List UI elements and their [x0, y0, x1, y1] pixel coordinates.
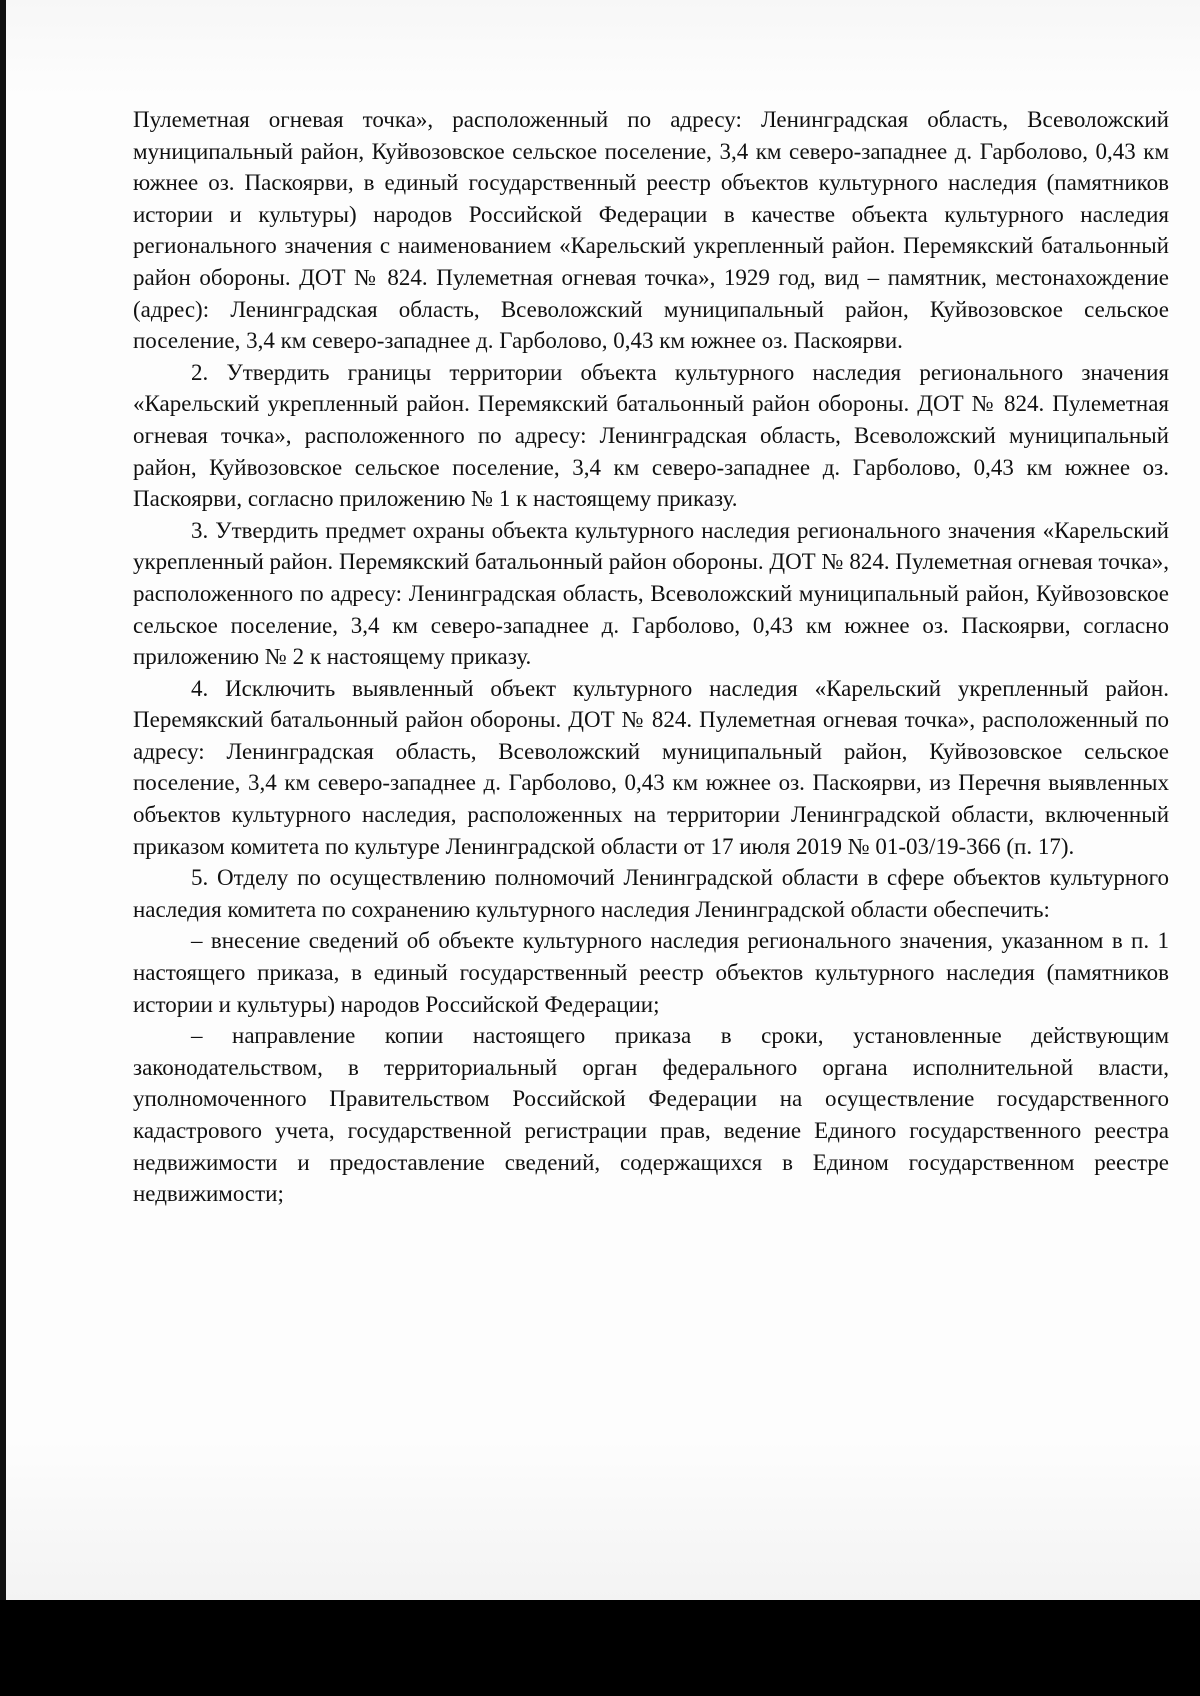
- scan-left-edge: [0, 0, 6, 1696]
- document-body: [133, 104, 1169, 1210]
- list-item-register-entry: – внесение сведений об объекте культурного наследия регионального значения, указанном в п. 1 настоящего приказа, в единый государственный реестр объектов культурного наследия (памятников истории и культуры) народов Российской Федерации;: [133, 928, 1169, 1017]
- list-item-copy-dispatch: – направление копии настоящего приказа в сроки, установленные действующим законодательством, в территориальный орган федерального органа исполнительной власти, уполномоченного Правительством Российской Федерации на осуществление государственного кадастрового учета, государственной регистрации прав, ведение Единого государственного реестра недвижимости и предоставление сведений, содержащихся в Едином государственном реестре недвижимости;: [133, 1023, 1169, 1207]
- paragraph-item-3-protection-subject: 3. Утвердить предмет охраны объекта культурного наследия регионального значения «Карельский укрепленный район. Перемякский батальонный район обороны. ДОТ № 824. Пулеметная огневая точка», расположенного по адресу: Ленинградская область, Всеволожский муниципальный район, Куйвозовское сельское поселение, 3,4 км северо-западнее д. Гарболово, 0,43 км южнее оз. Паскоярви, согласно приложению № 2 к настоящему приказу.: [133, 517, 1169, 670]
- scan-bottom-border: [0, 1600, 1200, 1696]
- paragraph-item-4-exclusion: 4. Исключить выявленный объект культурного наследия «Карельский укрепленный район. Перемякский батальонный район обороны. ДОТ № 824. Пулеметная огневая точка», расположенный по адресу: Ленинградская область, Всеволожский муниципальный район, Куйвозовское сельское поселение, 3,4 км северо-западнее д. Гарболово, 0,43 км южнее оз. Паскоярви, из Перечня выявленных объектов культурного наследия, расположенных на территории Ленинградской области, включенный приказом комитета по культуре Ленинградской области от 17 июля 2019 № 01-03/19-366 (п. 17).: [133, 675, 1169, 859]
- paragraph-item-2-territory-borders: 2. Утвердить границы территории объекта культурного наследия регионального значения «Карельский укрепленный район. Перемякский батальонный район обороны. ДОТ № 824. Пулеметная огневая точка», расположенного по адресу: Ленинградская область, Всеволожский муниципальный район, Куйвозовское сельское поселение, 3,4 км северо-западнее д. Гарболово, 0,43 км южнее оз. Паскоярви, согласно приложению № 1 к настоящему приказу.: [133, 359, 1169, 512]
- paragraph-item-5-department-tasks: 5. Отделу по осуществлению полномочий Ленинградской области в сфере объектов культурного наследия комитета по сохранению культурного наследия Ленинградской области обеспечить:: [133, 865, 1169, 922]
- paragraph-continuation-item-1: Пулеметная огневая точка», расположенный по адресу: Ленинградская область, Всеволожский муниципальный район, Куйвозовское сельское поселение, 3,4 км северо-западнее д. Гарболово, 0,43 км южнее оз. Паскоярви, в единый государственный реестр объектов культурного наследия (памятников истории и культуры) народов Российской Федерации в качестве объекта культурного наследия регионального значения с наименованием «Карельский укрепленный район. Перемякский батальонный район обороны. ДОТ № 824. Пулеметная огневая точка», 1929 год, вид – памятник, местонахождение (адрес): Ленинградская область, Всеволожский муниципальный район, Куйвозовское сельское поселение, 3,4 км северо-западнее д. Гарболово, 0,43 км южнее оз. Паскоярви.: [133, 107, 1169, 354]
